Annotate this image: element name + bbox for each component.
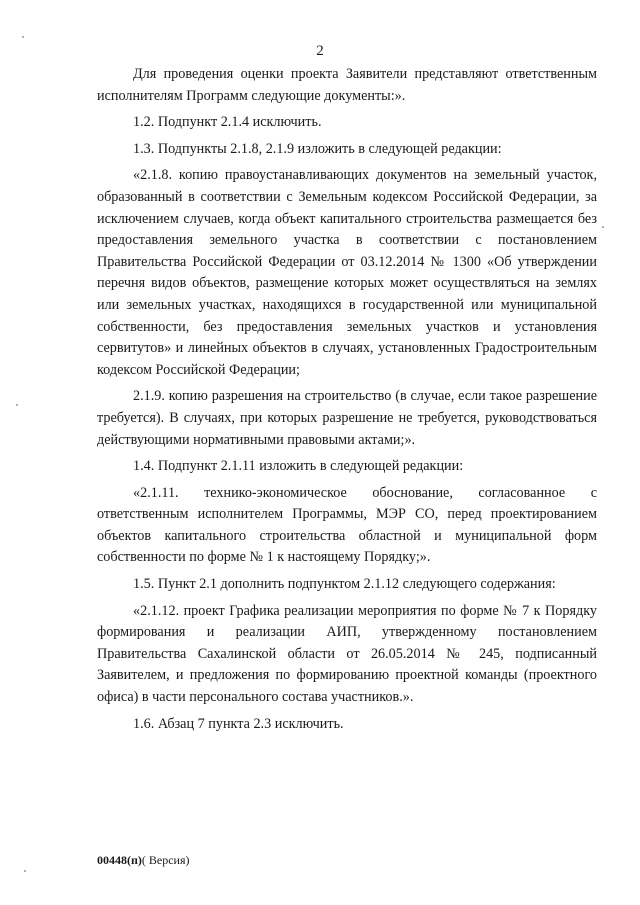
- document-body: [97, 64, 597, 735]
- paragraph-1-2: 1.2. Подпункт 2.1.4 исключить.: [133, 114, 322, 131]
- paragraph-1-4: 1.4. Подпункт 2.1.11 изложить в следующей редакции:: [133, 458, 464, 475]
- scan-speck: [22, 36, 24, 38]
- paragraph-documents-intro: Для проведения оценки проекта Заявители представляют ответственным исполнителям Программ следующие документы:».: [97, 66, 597, 104]
- scan-speck: [16, 404, 18, 406]
- scan-speck: [602, 226, 604, 228]
- paragraph-1-3: 1.3. Подпункты 2.1.8, 2.1.9 изложить в следующей редакции:: [133, 140, 502, 157]
- document-version: ( Версия): [141, 853, 190, 867]
- paragraph-2-1-12: «2.1.12. проект Графика реализации мероприятия по форме № 7 к Порядку формирования и реализации АИП, утвержденному постановлением Правительства Сахалинской области от 26.05.2014 № 245, подписанный Заявителем, и предложения по формированию проектной команды (проектного офиса) в части персонального состава участников.».: [97, 602, 597, 706]
- paragraph-2-1-9: 2.1.9. копию разрешения на строительство (в случае, если такое разрешение требуется). В случаях, при которых разрешение не требуется, руководствоваться действующими нормативными правовыми актами;».: [97, 388, 597, 448]
- document-footer: [97, 853, 190, 867]
- paragraph-2-1-11: «2.1.11. технико-экономическое обоснование, согласованное с ответственным исполнителем Программы, МЭР СО, перед проектированием объектов капитального строительства областной и муниципальной форм собственности по форме № 1 к настоящему Порядку;».: [97, 484, 597, 566]
- paragraph-2-1-8: «2.1.8. копию правоустанавливающих документов на земельный участок, образованный в соответствии с Земельным кодексом Российской Федерации, за исключением случаев, когда объект капитального строительства размещается без предоставления земельного участка в соответствии с постановлением Правительства Российской Федерации от 03.12.2014 № 1300 «Об утверждении перечня видов объектов, размещение которых может осуществляться на землях или земельных участках, находящихся в государственной или муниципальной собственности, без предоставления земельных участков и установления сервитутов» и линейных объектов в случаях, установленных Градостроительным кодексом Российской Федерации;: [97, 167, 597, 378]
- document-code: 00448(п): [97, 853, 142, 867]
- paragraph-1-6: 1.6. Абзац 7 пункта 2.3 исключить.: [133, 715, 344, 732]
- scan-speck: [24, 870, 26, 872]
- paragraph-1-5: 1.5. Пункт 2.1 дополнить подпунктом 2.1.12 следующего содержания:: [133, 576, 556, 593]
- page-number: 2: [316, 43, 324, 59]
